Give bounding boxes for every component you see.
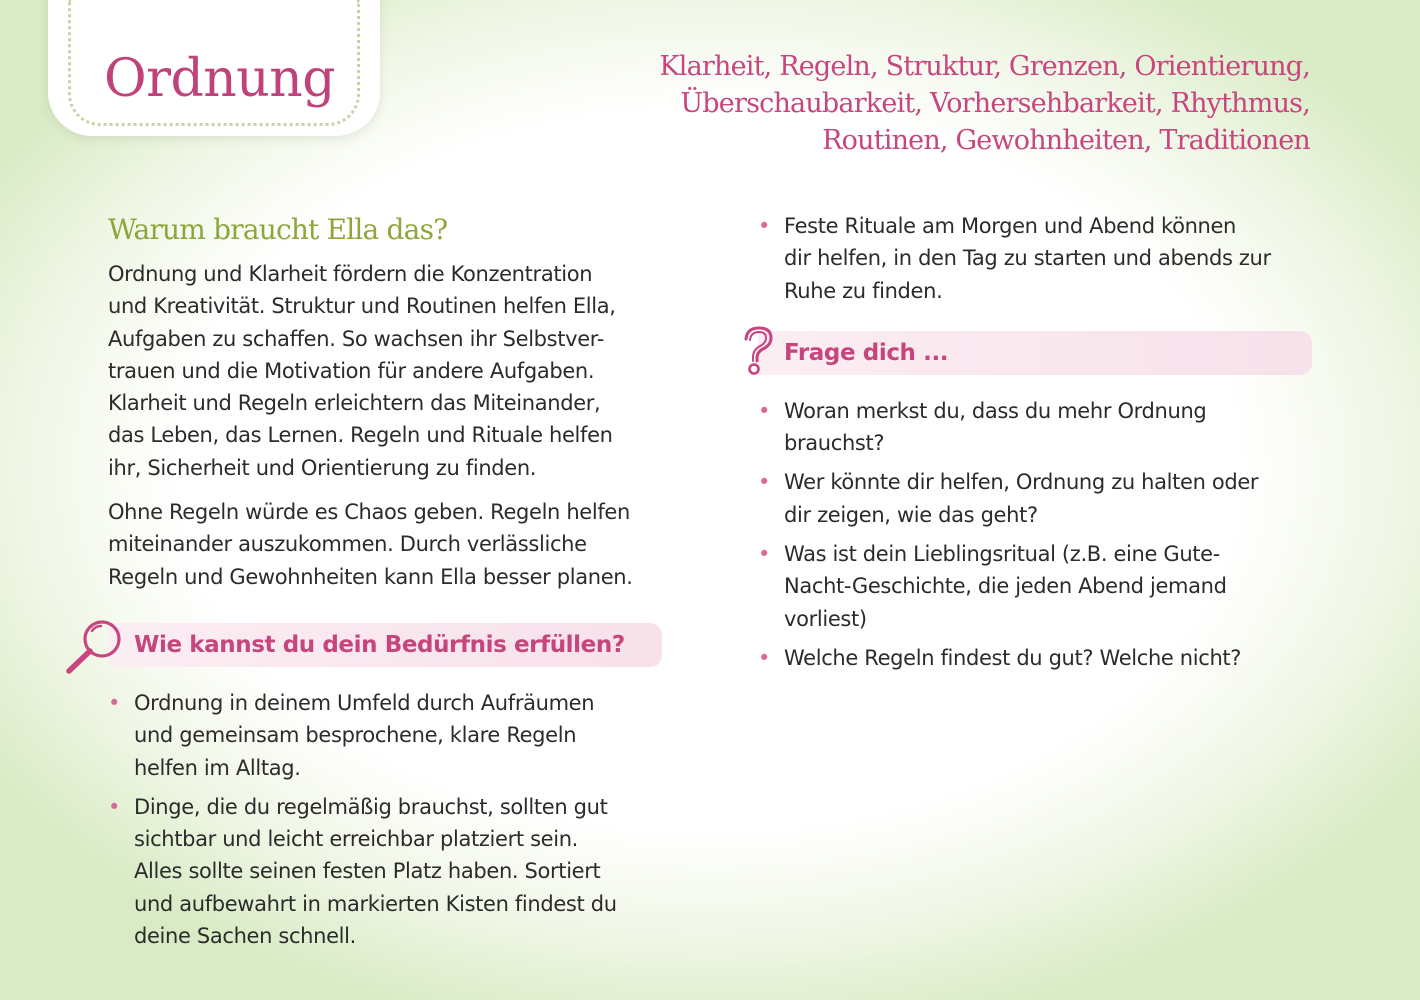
fulfill-list-continued [758, 210, 1318, 307]
text-line: Feste Rituale am Morgen und Abend können [784, 214, 1237, 238]
fulfill-heading: Wie kannst du dein Bedürfnis erfüllen? [134, 631, 625, 658]
text-line: Nacht-Geschichte, die jeden Abend jemand [784, 574, 1227, 599]
keywords [590, 48, 1310, 159]
text-line: und Kreativität. Struktur und Routinen helfen Ella, [108, 294, 616, 319]
text-line: Wer könnte dir helfen, Ordnung zu halten oder [784, 470, 1259, 495]
left-column [108, 212, 668, 959]
why-paragraph-1 [108, 258, 668, 484]
page-title: Ordnung [104, 49, 336, 109]
text-line: und gemeinsam besprochene, klare Regeln [134, 723, 577, 748]
text-line: sichtbar und leicht erreichbar platziert sein. [134, 827, 578, 852]
why-paragraph-2 [108, 496, 668, 593]
keywords-line: Routinen, Gewohnheiten, Traditionen [822, 125, 1310, 156]
text-line: trauen und die Motivation für andere Aufgaben. [108, 358, 595, 383]
text-line: das Leben, das Lernen. Regeln und Rituale helfen [108, 423, 613, 448]
list-item [108, 791, 668, 952]
text-line: Ohne Regeln würde es Chaos geben. Regeln helfen [108, 500, 630, 525]
text-line: ihr, Sicherheit und Orientierung zu finden. [108, 455, 537, 480]
list-item [758, 210, 1318, 307]
text-line: Ruhe zu finden. [784, 278, 943, 303]
text-line: Woran merkst du, dass du mehr Ordnung [784, 398, 1207, 423]
question-mark-icon [738, 325, 778, 377]
text-line: deine Sachen schnell. [134, 924, 356, 949]
keywords-line: Überschaubarkeit, Vorhersehbarkeit, Rhythmus, [680, 88, 1310, 119]
text-line: Dinge, die du regelmäßig brauchst, sollten gut [134, 794, 608, 819]
text-line: miteinander auszukommen. Durch verlässliche [108, 532, 587, 557]
text-line: dir helfen, in den Tag zu starten und abends zur [784, 246, 1271, 271]
keywords-line: Klarheit, Regeln, Struktur, Grenzen, Orientierung, [659, 51, 1310, 82]
ask-heading: Frage dich ... [784, 339, 949, 366]
right-column [758, 210, 1318, 681]
ask-list [758, 395, 1318, 674]
text-line: Klarheit und Regeln erleichtern das Miteinander, [108, 391, 601, 416]
ask-banner [758, 331, 1312, 375]
text-line: brauchst? [784, 431, 885, 456]
text-line: helfen im Alltag. [134, 755, 301, 780]
fulfill-banner [108, 623, 662, 667]
text-line: Ordnung in deinem Umfeld durch Aufräumen [134, 690, 595, 715]
list-item [758, 395, 1318, 460]
text-line: vorliest) [784, 606, 867, 631]
text-line: Was ist dein Lieblingsritual (z.B. eine Gute- [784, 542, 1220, 567]
list-item [758, 642, 1318, 674]
why-heading: Warum braucht Ella das? [108, 213, 448, 246]
list-item [758, 466, 1318, 531]
list-item [108, 687, 668, 784]
list-item [758, 538, 1318, 635]
text-line: Ordnung und Klarheit fördern die Konzentration [108, 262, 593, 286]
text-line: Alles sollte seinen festen Platz haben. Sortiert [134, 859, 601, 884]
text-line: und aufbewahrt in markierten Kisten findest du [134, 891, 617, 916]
magnifier-icon [64, 617, 128, 679]
text-line: Welche Regeln findest du gut? Welche nicht? [784, 645, 1242, 670]
text-line: Regeln und Gewohnheiten kann Ella besser planen. [108, 564, 633, 589]
text-line: dir zeigen, wie das geht? [784, 502, 1038, 527]
text-line: Aufgaben zu schaffen. So wachsen ihr Selbstver- [108, 326, 604, 351]
fulfill-list [108, 687, 668, 952]
